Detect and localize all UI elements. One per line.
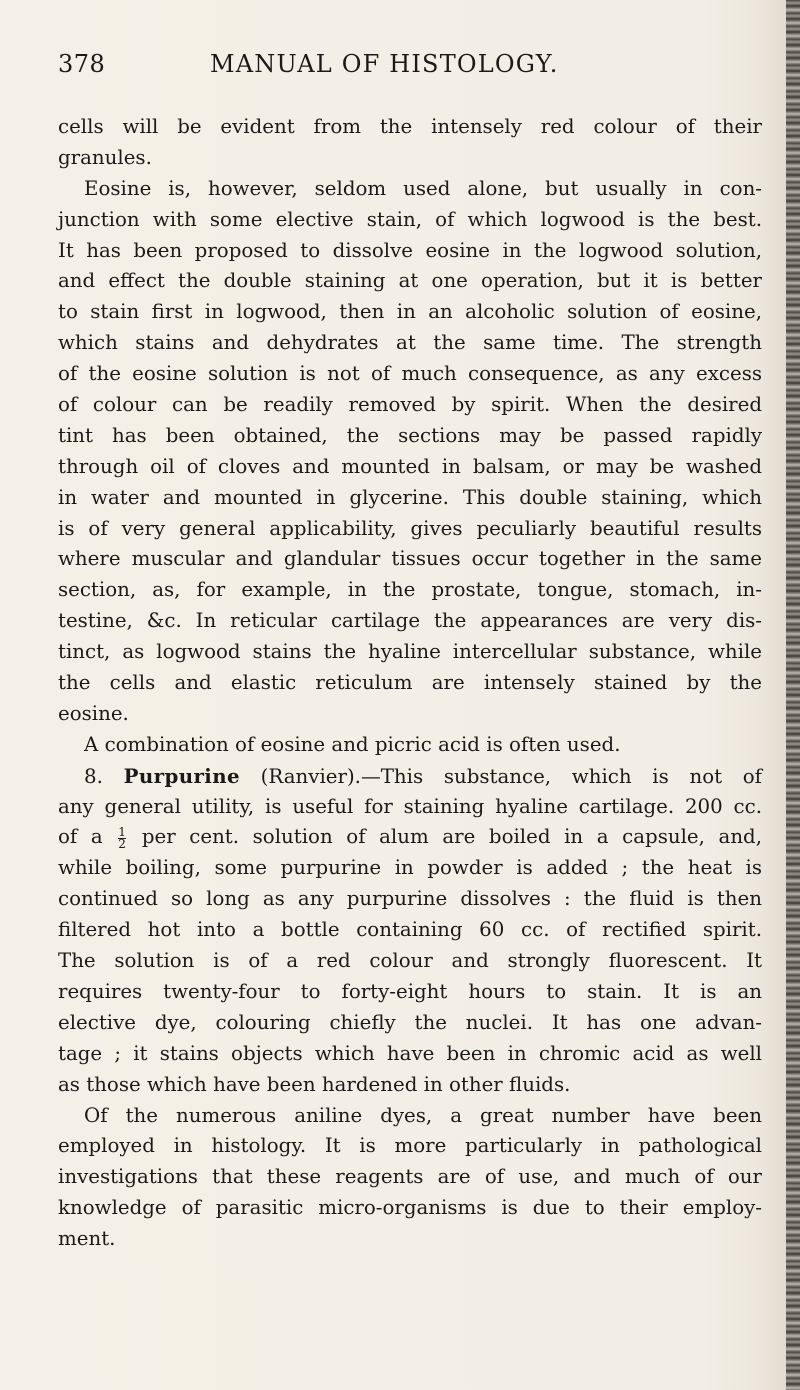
text-line: through oil of cloves and mounted in balsam, or may be washed [58, 454, 762, 478]
text-line: which stains and dehydrates at the same time. The strength [58, 331, 762, 355]
text-line: of colour can be readily removed by spirit. When the desired [58, 393, 762, 417]
section-number: 8. [84, 764, 103, 788]
text-line: investigations that these reagents are of use, and much of our [58, 1165, 762, 1189]
text-line: elective dye, colouring chiefly the nuclei. It has one advan- [58, 1010, 762, 1034]
text-line: testine, &c. In reticular cartilage the appearances are very dis- [58, 609, 762, 633]
body-text [58, 112, 762, 1255]
page-header [58, 50, 748, 88]
text-line: in water and mounted in glycerine. This double staining, which [58, 485, 762, 509]
text-line: employed in histology. It is more particularly in pathological [58, 1134, 762, 1158]
section-term: Purpurine [123, 763, 240, 788]
text-line: requires twenty-four to forty-eight hours to stain. It is an [58, 979, 762, 1003]
text-fragment: of a [58, 825, 103, 849]
fraction [118, 824, 126, 851]
text-line: while boiling, some purpurine in powder is added ; the heat is [58, 856, 762, 880]
running-title: MANUAL OF HISTOLOGY. [210, 50, 559, 78]
text-line: tage ; it stains objects which have been in chromic acid as well [58, 1041, 762, 1065]
text-line: Eosine is, however, seldom used alone, but usually in con- [84, 176, 762, 200]
text-line: eosine. [58, 701, 129, 725]
text-line: where muscular and glandular tissues occur together in the same [58, 547, 762, 571]
text-line: ment. [58, 1227, 116, 1251]
text-line: granules. [58, 145, 152, 169]
text-line: It has been proposed to dissolve eosine in the logwood solution, [58, 238, 762, 262]
text-line [58, 822, 762, 853]
text-fragment: per cent. solution of alum are boiled in a capsule, and, [128, 825, 763, 849]
text-line: any general utility, is useful for staining hyaline cartilage. 200 cc. [58, 794, 762, 818]
text-line: and effect the double staining at one operation, but it is better [58, 269, 762, 293]
text-line: tinct, as logwood stains the hyaline intercellular substance, while [58, 640, 762, 664]
text-line: filtered hot into a bottle containing 60 cc. of rectified spirit. [58, 918, 762, 942]
text-line: continued so long as any purpurine dissolves : the fluid is then [58, 887, 762, 911]
text-line: of the eosine solution is not of much consequence, as any excess [58, 362, 762, 386]
text-line: tint has been obtained, the sections may be passed rapidly [58, 423, 762, 447]
fraction-denominator: 2 [118, 836, 126, 851]
page-number: 378 [58, 50, 106, 78]
text-line: junction with some elective stain, of which logwood is the best. [58, 207, 762, 231]
text-line: knowledge of parasitic micro-organisms is due to their employ- [58, 1196, 762, 1220]
text-line: as those which have been hardened in other fluids. [58, 1072, 571, 1096]
text-line: cells will be evident from the intensely red colour of their [58, 115, 762, 138]
text-line: Of the numerous aniline dyes, a great number have been [84, 1103, 762, 1127]
page-edge [786, 0, 800, 1390]
text-line: The solution is of a red colour and strongly fluorescent. It [58, 949, 762, 973]
text-line [58, 761, 762, 792]
text-line: the cells and elastic reticulum are intensely stained by the [58, 671, 762, 695]
text-line: A combination of eosine and picric acid is often used. [84, 732, 621, 756]
text-line: is of very general applicability, gives peculiarly beautiful results [58, 516, 762, 540]
fraction-numerator: 1 [118, 824, 126, 839]
text-fragment: (Ranvier).—This substance, which is not of [239, 764, 762, 788]
text-line: to stain first in logwood, then in an alcoholic solution of eosine, [58, 300, 762, 324]
text-line: section, as, for example, in the prostate, tongue, stomach, in- [58, 578, 762, 602]
